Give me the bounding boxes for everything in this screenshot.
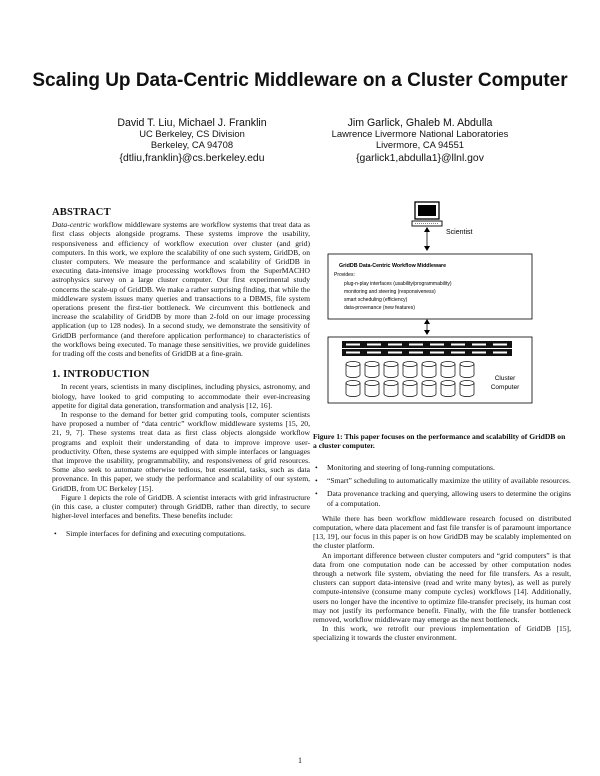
scientist-label: Scientist	[446, 229, 473, 236]
provides-item: smart scheduling (efficiency)	[344, 297, 408, 303]
abstract-body: workflow middleware systems are workflow systems that treat data as first class objects alongside programs. These systems improve the usability, responsiveness and efficiency of workflow execution over cluster (and grid) computers. In this work, we explore the scalability of one such system, GridDB, on cluster computers. We measure the performance and scalability of GridDB in executing data-intensive image processing workflows from the SuperMACHO astrophysics survey on a large cluster computer. Our first experimental study concerns the scale-up of GridDB. We make a rather surprising finding, that while the middleware system issues many queries and transactions to a DBMS, file system operations present the first-tier bottleneck. We circumvent this bottleneck and increase the scalability of GridDB by more than 2-fold on our image processing application (up to 128 nodes). In a second study, we demonstrate the sensitivity of GridDB performance (and therefore application performance) to characteristics of the workflows being executed. To manage these sensitivities, we provide guidelines for trading off the costs and benefits of GridDB at a fine-grain.	[52, 220, 310, 359]
author-names: David T. Liu, Michael J. Franklin	[117, 117, 267, 129]
cluster-label: Cluster	[494, 375, 516, 382]
provides-item: data-provenance (new features)	[344, 305, 415, 311]
disk-icon	[346, 381, 360, 397]
list-item-text: Data provenance tracking and querying, allowing users to determine the origins of a computation.	[327, 489, 571, 508]
disk-icon	[422, 362, 436, 378]
intro-paragraph: In this work, we retrofit our previous implementation of GridDB [15], specializing it towards the cluster environment.	[313, 624, 571, 643]
intro-paragraph: In response to the demand for better grid computing tools, computer scientists have proposed a number of “data centric” workflow middleware systems [15, 20, 21, 9, 7]. These systems treat data as first class objects alongside workflow programs and exploit their understanding of data to improve improve user-productivity. Often, these systems are equipped with simple interfaces or languages that improve the usability, programmability, and responsiveness of grid resources. Some also seek to automate otherwise tedious, but essential, tasks, such as data provenance. In this paper, we study the performance and scalability of our system, GridDB, from UC Berkeley [15].	[52, 410, 310, 493]
abstract-lead: Data-centric	[52, 220, 91, 230]
author-affiliation: UC Berkeley, CS Division	[139, 128, 245, 139]
bullet-icon: •	[54, 528, 57, 538]
disk-icon	[460, 381, 474, 397]
paper-title: Scaling Up Data-Centric Middleware on a Cluster Computer	[32, 70, 568, 91]
disk-icon	[365, 362, 379, 378]
list-item	[313, 476, 571, 485]
list-item	[52, 529, 310, 538]
list-item	[313, 463, 571, 472]
disk-icon	[346, 362, 360, 378]
list-item	[313, 489, 571, 507]
disk-icon	[403, 362, 417, 378]
list-item-text: “Smart” scheduling to automatically maximize the utility of available resources.	[327, 476, 571, 486]
middleware-title: GridDB Data-Centric Workflow Middleware	[339, 263, 447, 269]
author-names: Jim Garlick, Ghaleb M. Abdulla	[347, 117, 493, 129]
intro-paragraph: Figure 1 depicts the role of GridDB. A scientist interacts with grid infrastructure (in this case, a cluster computer) through GridDB, rather than directly, to secure higher-level interfaces and benefits. These benefits include:	[52, 492, 310, 521]
disk-icon	[403, 381, 417, 397]
list-item-text: Simple interfaces for defining and executing computations.	[66, 528, 246, 538]
list-item-text: Monitoring and steering of long-running computations.	[327, 463, 495, 472]
left-column	[52, 208, 310, 542]
author-block-llnl	[300, 117, 540, 165]
bullet-icon: •	[315, 489, 318, 499]
provides-item: monitoring and steering (responsiveness)	[344, 289, 436, 295]
author-block-berkeley	[72, 117, 312, 165]
author-email: {dtliu,franklin}@cs.berkeley.edu	[119, 153, 265, 164]
figure-caption: Figure 1: This paper focuses on the performance and scalability of GridDB on a cluster computer.	[313, 432, 566, 451]
computer-label: Computer	[490, 384, 520, 391]
disk-icon	[384, 381, 398, 397]
bullet-icon: •	[315, 463, 318, 472]
bullet-icon: •	[315, 476, 318, 486]
intro-paragraph: An important difference between cluster computers and “grid computers” is that data from one computation node can be accessed by other computation nodes through a network file system, obviating the need for file transfers. As a result, clusters can support data-intensive (read and write many bytes), as well as purely compute-intensive (consume many compute cycles) workflows [14]. Additionally, users no longer have the incentive to optimize file-transfer precisely, its human cost may not justify its performance benefit. Finally, with the file transfer bottleneck removed, workflow middleware may emerge as the next bottleneck.	[313, 550, 571, 625]
provides-item: plug-n-play interfaces (usability/programmability)	[344, 281, 452, 287]
abstract-text	[52, 220, 310, 358]
intro-paragraph: While there has been workflow middleware research focused on distributed computation, where data placement and fast file transfer is of paramount importance [13, 19], our focus in this paper is on how GridDB may be scalably implemented on the cluster platform.	[313, 513, 571, 551]
author-affiliation: Lawrence Livermore National Laboratories	[331, 128, 509, 139]
benefit-list-right	[313, 463, 571, 508]
disk-icon	[384, 362, 398, 378]
page-number: 1	[298, 756, 302, 765]
right-column	[313, 463, 571, 643]
author-address: Berkeley, CA 94708	[150, 138, 234, 150]
benefit-list-left	[52, 529, 310, 538]
disk-icon	[460, 362, 474, 378]
intro-heading: 1. INTRODUCTION	[52, 369, 150, 381]
provides-label: Provides:	[334, 272, 355, 278]
disk-icon	[441, 381, 455, 397]
figure-1-diagram	[322, 200, 556, 405]
intro-paragraph: In recent years, scientists in many disciplines, including physics, astronomy, and biology, have looked to grid computing to accommodate their ever-increasing appetite for digital data generation, transformation and analysis [12, 16].	[52, 382, 310, 410]
author-email: {garlick1,abdulla1}@llnl.gov	[356, 153, 484, 164]
author-address: Livermore, CA 94551	[375, 138, 465, 150]
disk-icon	[365, 381, 379, 397]
monitor-screen	[418, 205, 436, 216]
disk-icon	[422, 381, 436, 397]
disk-icon	[441, 362, 455, 378]
abstract-heading: ABSTRACT	[52, 207, 111, 218]
